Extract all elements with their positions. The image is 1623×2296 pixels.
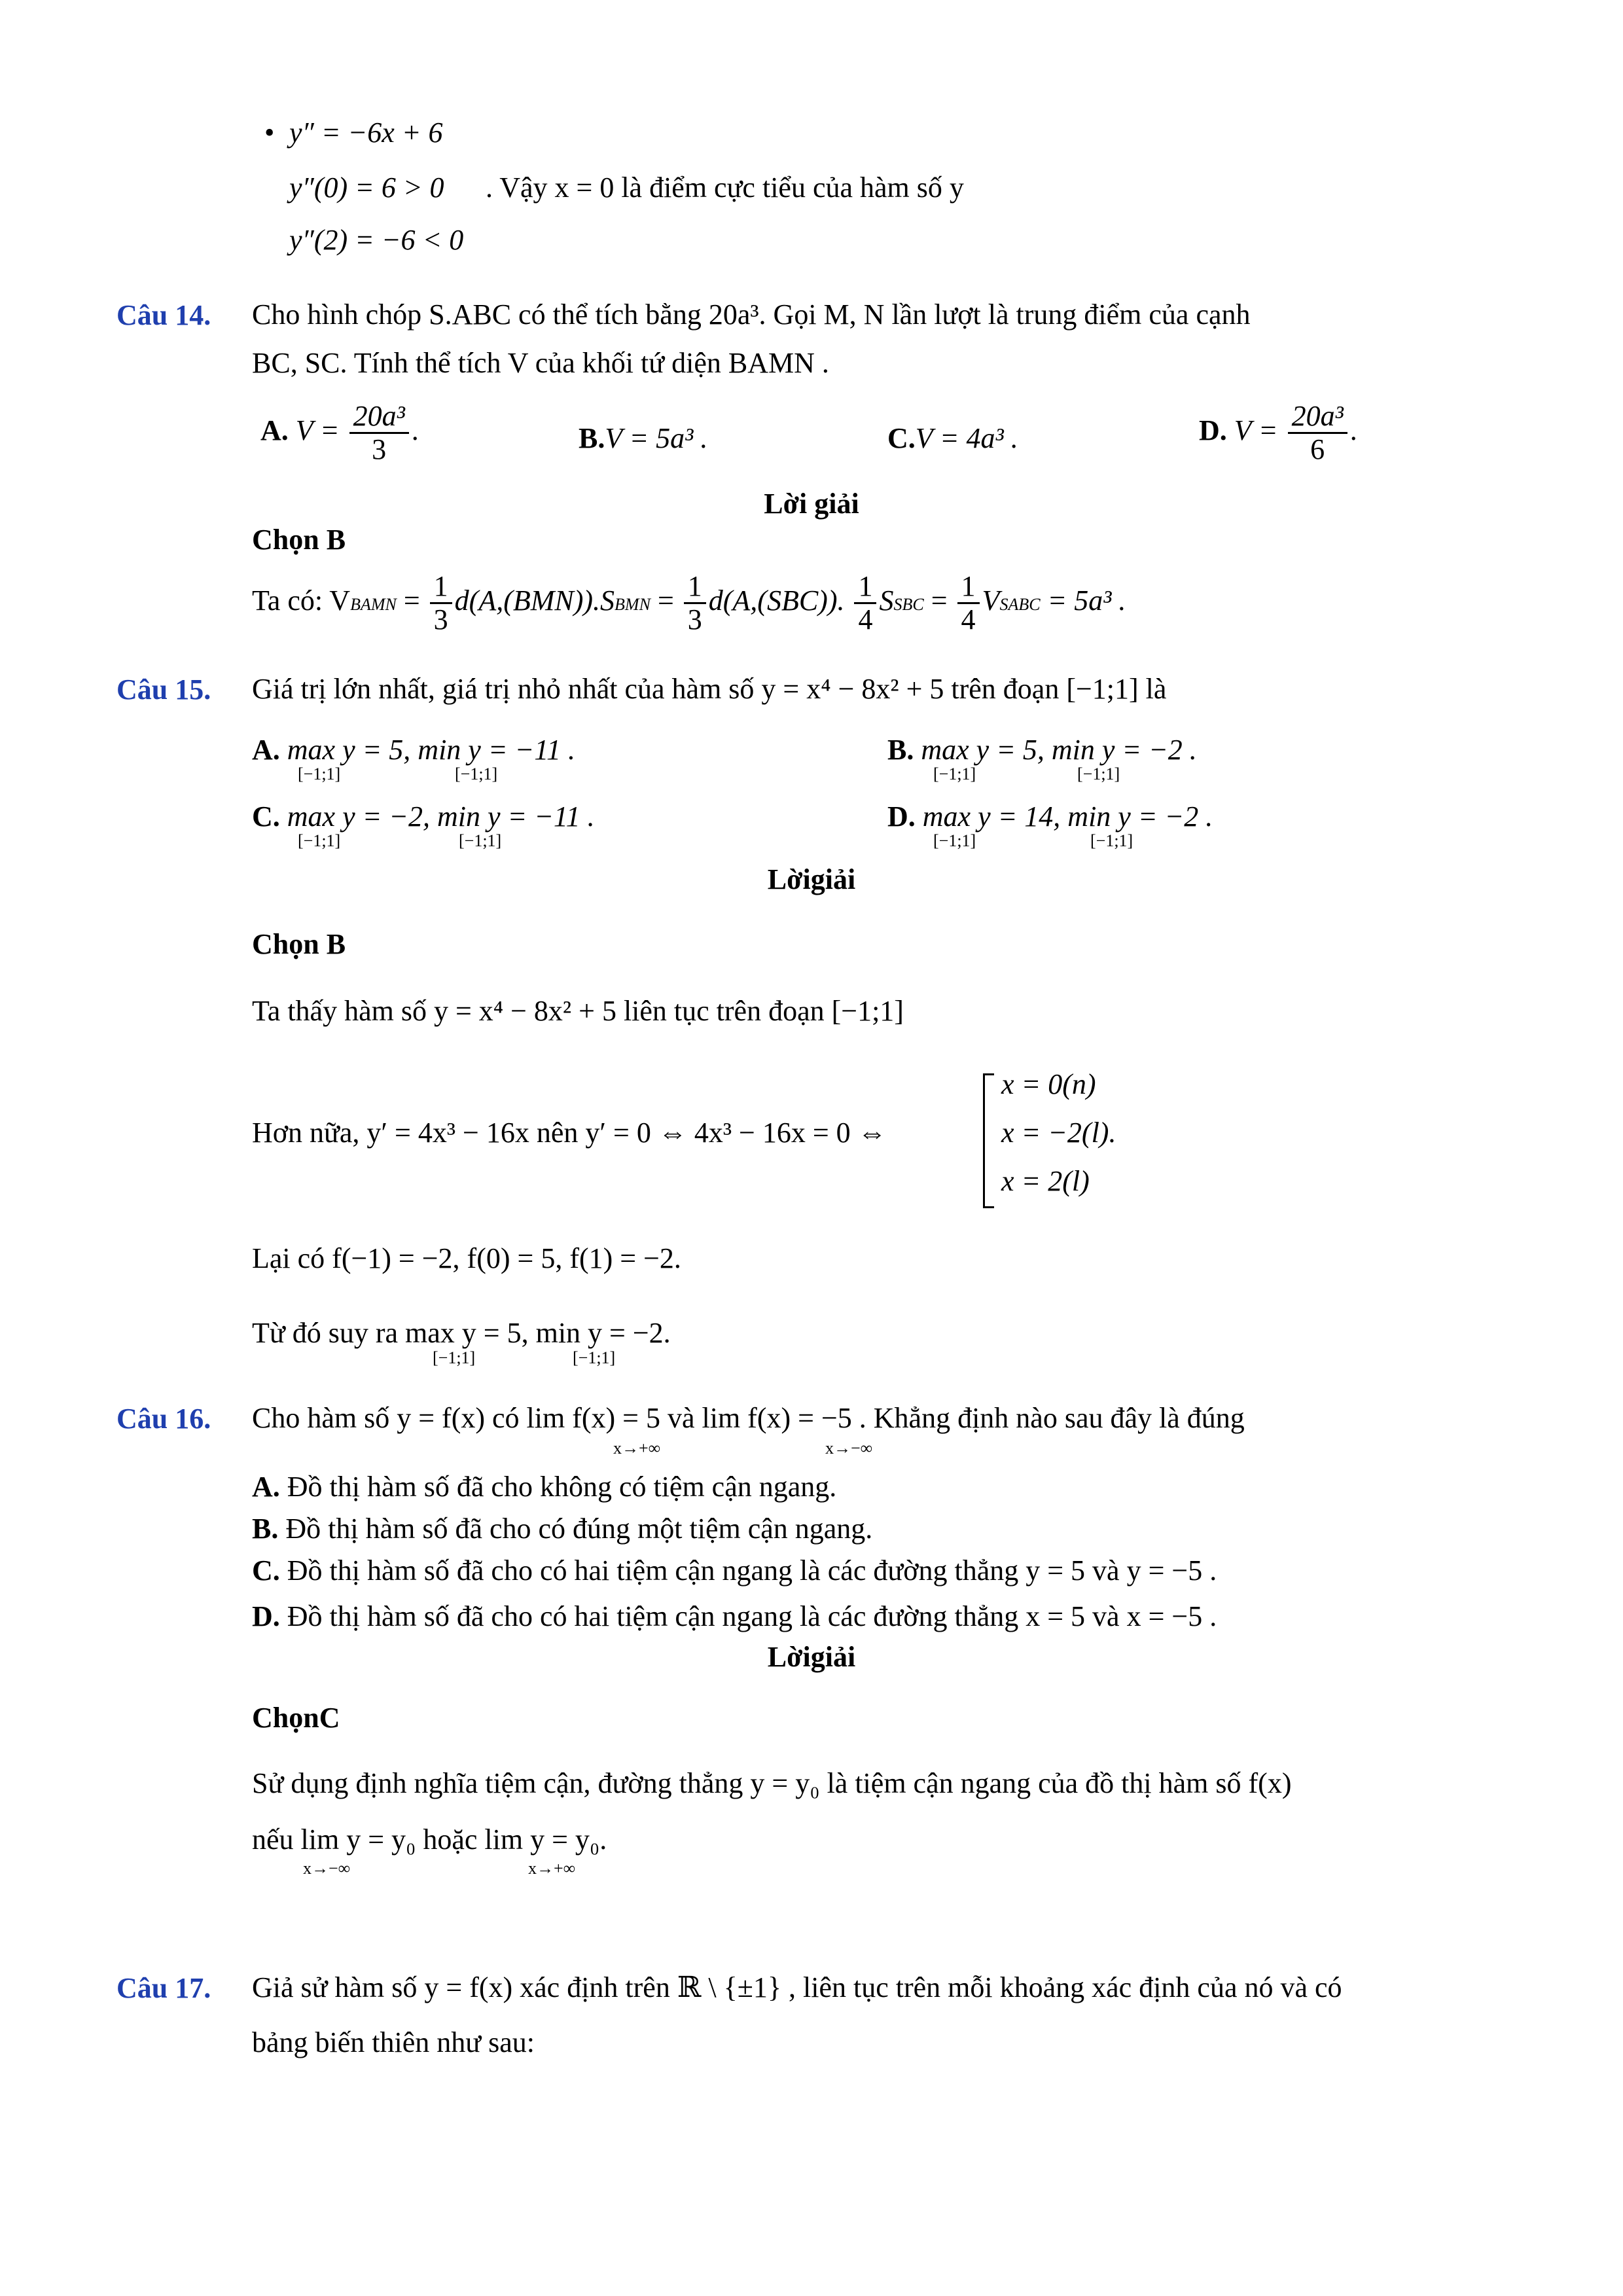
numerator: 1	[854, 571, 876, 604]
second-derivative-line: y″ = −6x + 6	[289, 117, 443, 149]
numerator: 1	[684, 571, 706, 604]
question-14-stem-line2: BC, SC. Tính thể tích V của khối tứ diện BAMN .	[252, 347, 829, 379]
option-label: B.	[252, 1513, 279, 1545]
numerator: 20a³	[349, 401, 409, 434]
subscript: SBC	[893, 594, 924, 614]
fraction	[430, 571, 452, 636]
conclusion-text: . Vậy x = 0 là điểm cực tiểu của hàm số y	[486, 171, 964, 204]
option-text: V = 5a³ .	[605, 422, 708, 454]
formula-text: d(A,(SBC)).	[708, 584, 845, 617]
q15-option-d[interactable]	[887, 800, 1213, 850]
denominator: 3	[687, 603, 702, 636]
formula-text: d(A,(BMN)).S	[454, 584, 615, 617]
fraction	[684, 571, 706, 636]
q15-solution-title: Lờigiải	[767, 863, 856, 895]
fraction	[854, 571, 876, 636]
option-label: A.	[252, 734, 280, 766]
fraction	[349, 401, 409, 466]
option-label: C.	[252, 1554, 280, 1587]
q16-option-a[interactable]	[252, 1470, 836, 1503]
formula-text: =	[931, 584, 948, 617]
range-subscript: [−1;1]	[298, 831, 341, 850]
q14-option-b[interactable]	[579, 422, 707, 455]
option-text: V =	[295, 414, 340, 446]
range-subscript: [−1;1]	[933, 831, 976, 850]
option-text: Đồ thị hàm số đã cho có hai tiệm cận ngang là các đường thẳng y = 5 và y = −5 .	[279, 1554, 1217, 1587]
denominator: 4	[858, 603, 873, 636]
option-label: C.	[887, 422, 916, 454]
option-label: A.	[252, 1471, 280, 1503]
q16-option-d[interactable]	[252, 1600, 1217, 1633]
denominator: 3	[372, 433, 387, 466]
question-14-label: Câu 14.	[116, 299, 211, 331]
solution-text: Từ đó suy ra max y = 5, min y = −2.	[252, 1317, 671, 1349]
formula-text: Ta có: V	[252, 584, 351, 617]
subscript: BMN	[615, 594, 651, 614]
second-derivative-at-0: y″(0) = 6 > 0	[289, 171, 444, 204]
option-label: B.	[579, 422, 605, 454]
question-17-label: Câu 17.	[116, 1972, 211, 2004]
case-2: x = −2(l).	[1001, 1117, 1116, 1149]
denominator: 6	[1310, 433, 1325, 466]
range-subscript: [−1;1]	[1077, 764, 1120, 783]
option-text: max y = 5, min y = −2 .	[921, 734, 1197, 766]
limit-subscript: x→−∞	[303, 1859, 351, 1878]
q14-solution-formula	[252, 571, 1126, 636]
q16-option-c[interactable]	[252, 1554, 1217, 1587]
q15-chosen-answer: Chọn B	[252, 928, 346, 960]
q15-option-b[interactable]	[887, 733, 1197, 783]
fraction	[957, 571, 980, 636]
range-subscript: [−1;1]	[459, 831, 502, 850]
q15-solution-line1: Ta thấy hàm số y = x⁴ − 8x² + 5 liên tục trên đoạn [−1;1]	[252, 995, 904, 1027]
range-subscript: [−1;1]	[433, 1348, 476, 1367]
q14-option-d[interactable]: D. V = $\frac{\text{20a³}}{6}$ .	[1199, 400, 1357, 466]
range-subscript: [−1;1]	[933, 764, 976, 783]
bullet: •	[264, 117, 275, 149]
option-label: C.	[252, 800, 280, 833]
fraction	[1288, 401, 1347, 466]
q15-solution-line2: Hơn nữa, y′ = 4x³ − 16x nên y′ = 0 ⇔ 4x³ − 16x = 0 ⇔	[252, 1117, 887, 1149]
q16-solution-title: Lờigiải	[767, 1641, 856, 1673]
q16-option-b[interactable]	[252, 1512, 872, 1545]
solution-text: nếu lim y = y₀ hoặc lim y = y₀.	[252, 1823, 607, 1856]
q14-option-c[interactable]	[887, 422, 1018, 455]
q15-option-a[interactable]	[252, 733, 575, 783]
range-subscript: [−1;1]	[455, 764, 498, 783]
option-label: D.	[252, 1600, 280, 1632]
option-text: Đồ thị hàm số đã cho có hai tiệm cận ngang là các đường thẳng x = 5 và x = −5 .	[279, 1600, 1217, 1632]
range-subscript: [−1;1]	[573, 1348, 616, 1367]
option-label: D.	[1199, 414, 1227, 446]
formula-text: =	[403, 584, 420, 617]
q15-solution-line3: Lại có f(−1) = −2, f(0) = 5, f(1) = −2.	[252, 1242, 681, 1274]
q16-chosen-answer: ChọnC	[252, 1702, 340, 1734]
subscript: BAMN	[350, 594, 397, 614]
numerator: 20a³	[1288, 401, 1347, 434]
limit-subscript: x→+∞	[613, 1439, 661, 1458]
case-bracket	[983, 1073, 994, 1208]
formula-text: S	[879, 584, 894, 617]
question-16-stem	[252, 1402, 1245, 1458]
q16-solution-line2	[252, 1823, 607, 1878]
option-text: max y = 14, min y = −2 .	[922, 800, 1213, 833]
second-derivative-at-2: y″(2) = −6 < 0	[289, 224, 464, 256]
question-17-stem-line2: bảng biến thiên như sau:	[252, 2026, 535, 2058]
q14-solution-title: Lời giải	[764, 488, 859, 520]
option-text: Đồ thị hàm số đã cho không có tiệm cận ngang.	[279, 1471, 837, 1503]
question-17-stem-line1: Giả sử hàm số y = f(x) xác định trên ℝ \ {±1} , liên tục trên mỗi khoảng xác định của nó và có	[252, 1971, 1342, 2003]
formula-text: V	[982, 584, 1000, 617]
formula-text: =	[657, 584, 674, 617]
subscript: SABC	[999, 594, 1041, 614]
option-text: Đồ thị hàm số đã cho có đúng một tiệm cận ngang.	[278, 1513, 873, 1545]
q14-option-a[interactable]: A. V = $\frac{\text{20a³}}{3}$ .	[260, 400, 419, 466]
range-subscript: [−1;1]	[1090, 831, 1133, 850]
limit-subscript: x→−∞	[825, 1439, 873, 1458]
question-15-label: Câu 15.	[116, 673, 211, 706]
denominator: 4	[961, 603, 976, 636]
case-1: x = 0(n)	[1001, 1068, 1096, 1100]
formula-text: = 5a³ .	[1047, 584, 1126, 617]
option-text: max y = −2, min y = −11 .	[287, 800, 595, 833]
option-label: D.	[887, 800, 916, 833]
q15-option-c[interactable]	[252, 800, 595, 850]
option-text: max y = 5, min y = −11 .	[287, 734, 575, 766]
question-14-stem-line1: Cho hình chóp S.ABC có thể tích bằng 20a³. Gọi M, N lần lượt là trung điểm của cạnh	[252, 298, 1251, 331]
range-subscript: [−1;1]	[298, 764, 341, 783]
q16-solution-line1: Sử dụng định nghĩa tiệm cận, đường thẳng y = y₀ là tiệm cận ngang của đồ thị hàm số f(x)	[252, 1767, 1292, 1799]
q14-chosen-answer: Chọn B	[252, 524, 346, 556]
limit-subscript: x→+∞	[528, 1859, 576, 1878]
option-text: V = 4a³ .	[915, 422, 1018, 454]
denominator: 3	[433, 603, 448, 636]
stem-text: Cho hàm số y = f(x) có lim f(x) = 5 và lim f(x) = −5 . Khẳng định nào sau đây là đúng	[252, 1402, 1245, 1434]
question-15-stem: Giá trị lớn nhất, giá trị nhỏ nhất của hàm số y = x⁴ − 8x² + 5 trên đoạn [−1;1] là	[252, 673, 1167, 705]
option-text: V =	[1234, 414, 1278, 446]
case-3: x = 2(l)	[1001, 1165, 1090, 1197]
numerator: 1	[430, 571, 452, 604]
option-label: B.	[887, 734, 914, 766]
question-16-label: Câu 16.	[116, 1403, 211, 1435]
numerator: 1	[957, 571, 980, 604]
q15-solution-line4	[252, 1317, 671, 1367]
option-label: A.	[260, 414, 289, 446]
